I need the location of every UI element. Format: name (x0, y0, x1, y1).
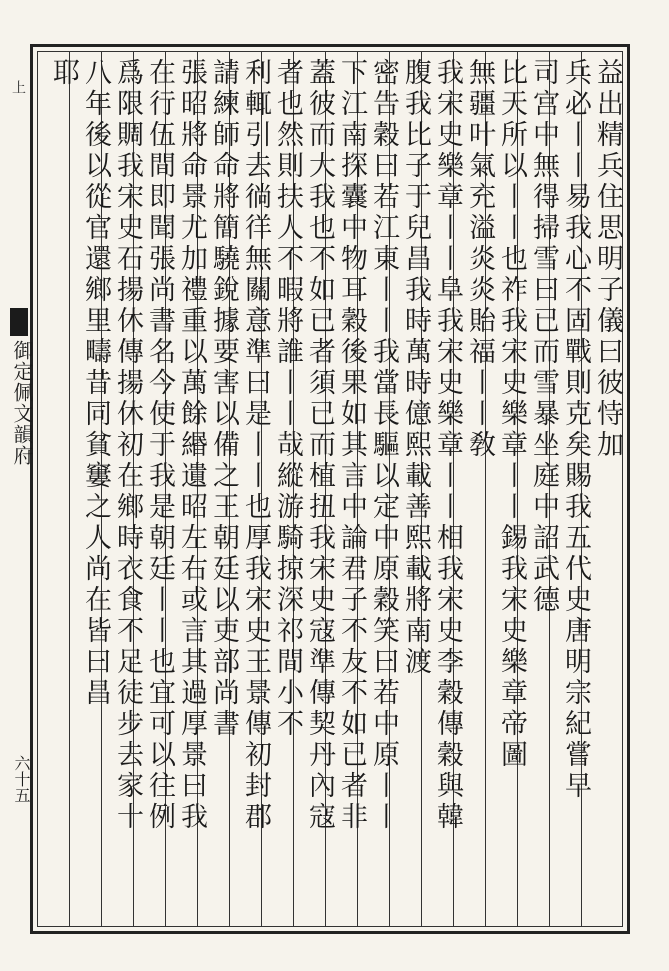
text-column: 密告穀曰若江東丨丨我當長驅以定中原穀笑曰若中原丨丨 (368, 58, 399, 833)
text-column: 我宋史樂章丨丨阜我宋史樂章丨丨相我宋史李穀傳穀與韓 (432, 58, 463, 833)
text-column: 在行伍間即聞張尚書名今使于我是朝廷丨丨也宜可以往例 (144, 58, 175, 833)
book-title: 御定佩文韻府 (10, 340, 34, 466)
text-column: 司宫中無得掃雪曰已而雪暴坐庭中詔武德 (528, 58, 559, 616)
text-column: 耶 (48, 58, 79, 89)
text-column: 者也然則扶人不暇將誰丨丨哉縱游騎掠深祁間小不 (272, 58, 303, 740)
text-column: 利輒引去徜徉無關意準曰是丨丨也厚我宋史王景傳初封郡 (240, 58, 271, 833)
text-column: 張昭將命景尤加禮重以萬餘緡遺昭左右或言其過厚景曰我 (176, 58, 207, 833)
fishtail-mark (10, 308, 28, 336)
margin-mark: 上 (10, 80, 26, 96)
text-column: 八年後以從官還鄉里疇昔同貧窶之人尚在皆曰昌 (80, 58, 111, 709)
text-column: 腹我比子于兒昌我時萬時億熙載善熙載將南渡 (400, 58, 431, 678)
text-column: 爲限賙我宋史石揚休傳揚休初在鄉時衣食不足徒步去家十 (112, 58, 143, 833)
page-number: 六十五 (12, 755, 31, 803)
text-column: 比天所以丨丨也祚我宋史樂章丨丨錫我宋史樂章帝圖 (496, 58, 527, 771)
text-column: 蓋彼而大我也不如已者須已而植扭我宋史寇準傳契丹內寇 (304, 58, 335, 833)
text-column: 益出精兵住思明子儀曰彼恃加 (592, 58, 623, 461)
text-column: 下江南探囊中物耳穀後果如其言中論君子不友不如已者非 (336, 58, 367, 833)
text-column: 兵必丨丨易我心不固戰則克矣賜我五代史唐明宗紀嘗早 (560, 58, 591, 802)
margin-strip (8, 40, 32, 940)
text-column: 無疆叶氣充溢炎炎貽福丨丨敎 (464, 58, 495, 461)
text-column: 請練師命將簡驍銳據要害以備之王朝廷以吏部尚書 (208, 58, 239, 740)
